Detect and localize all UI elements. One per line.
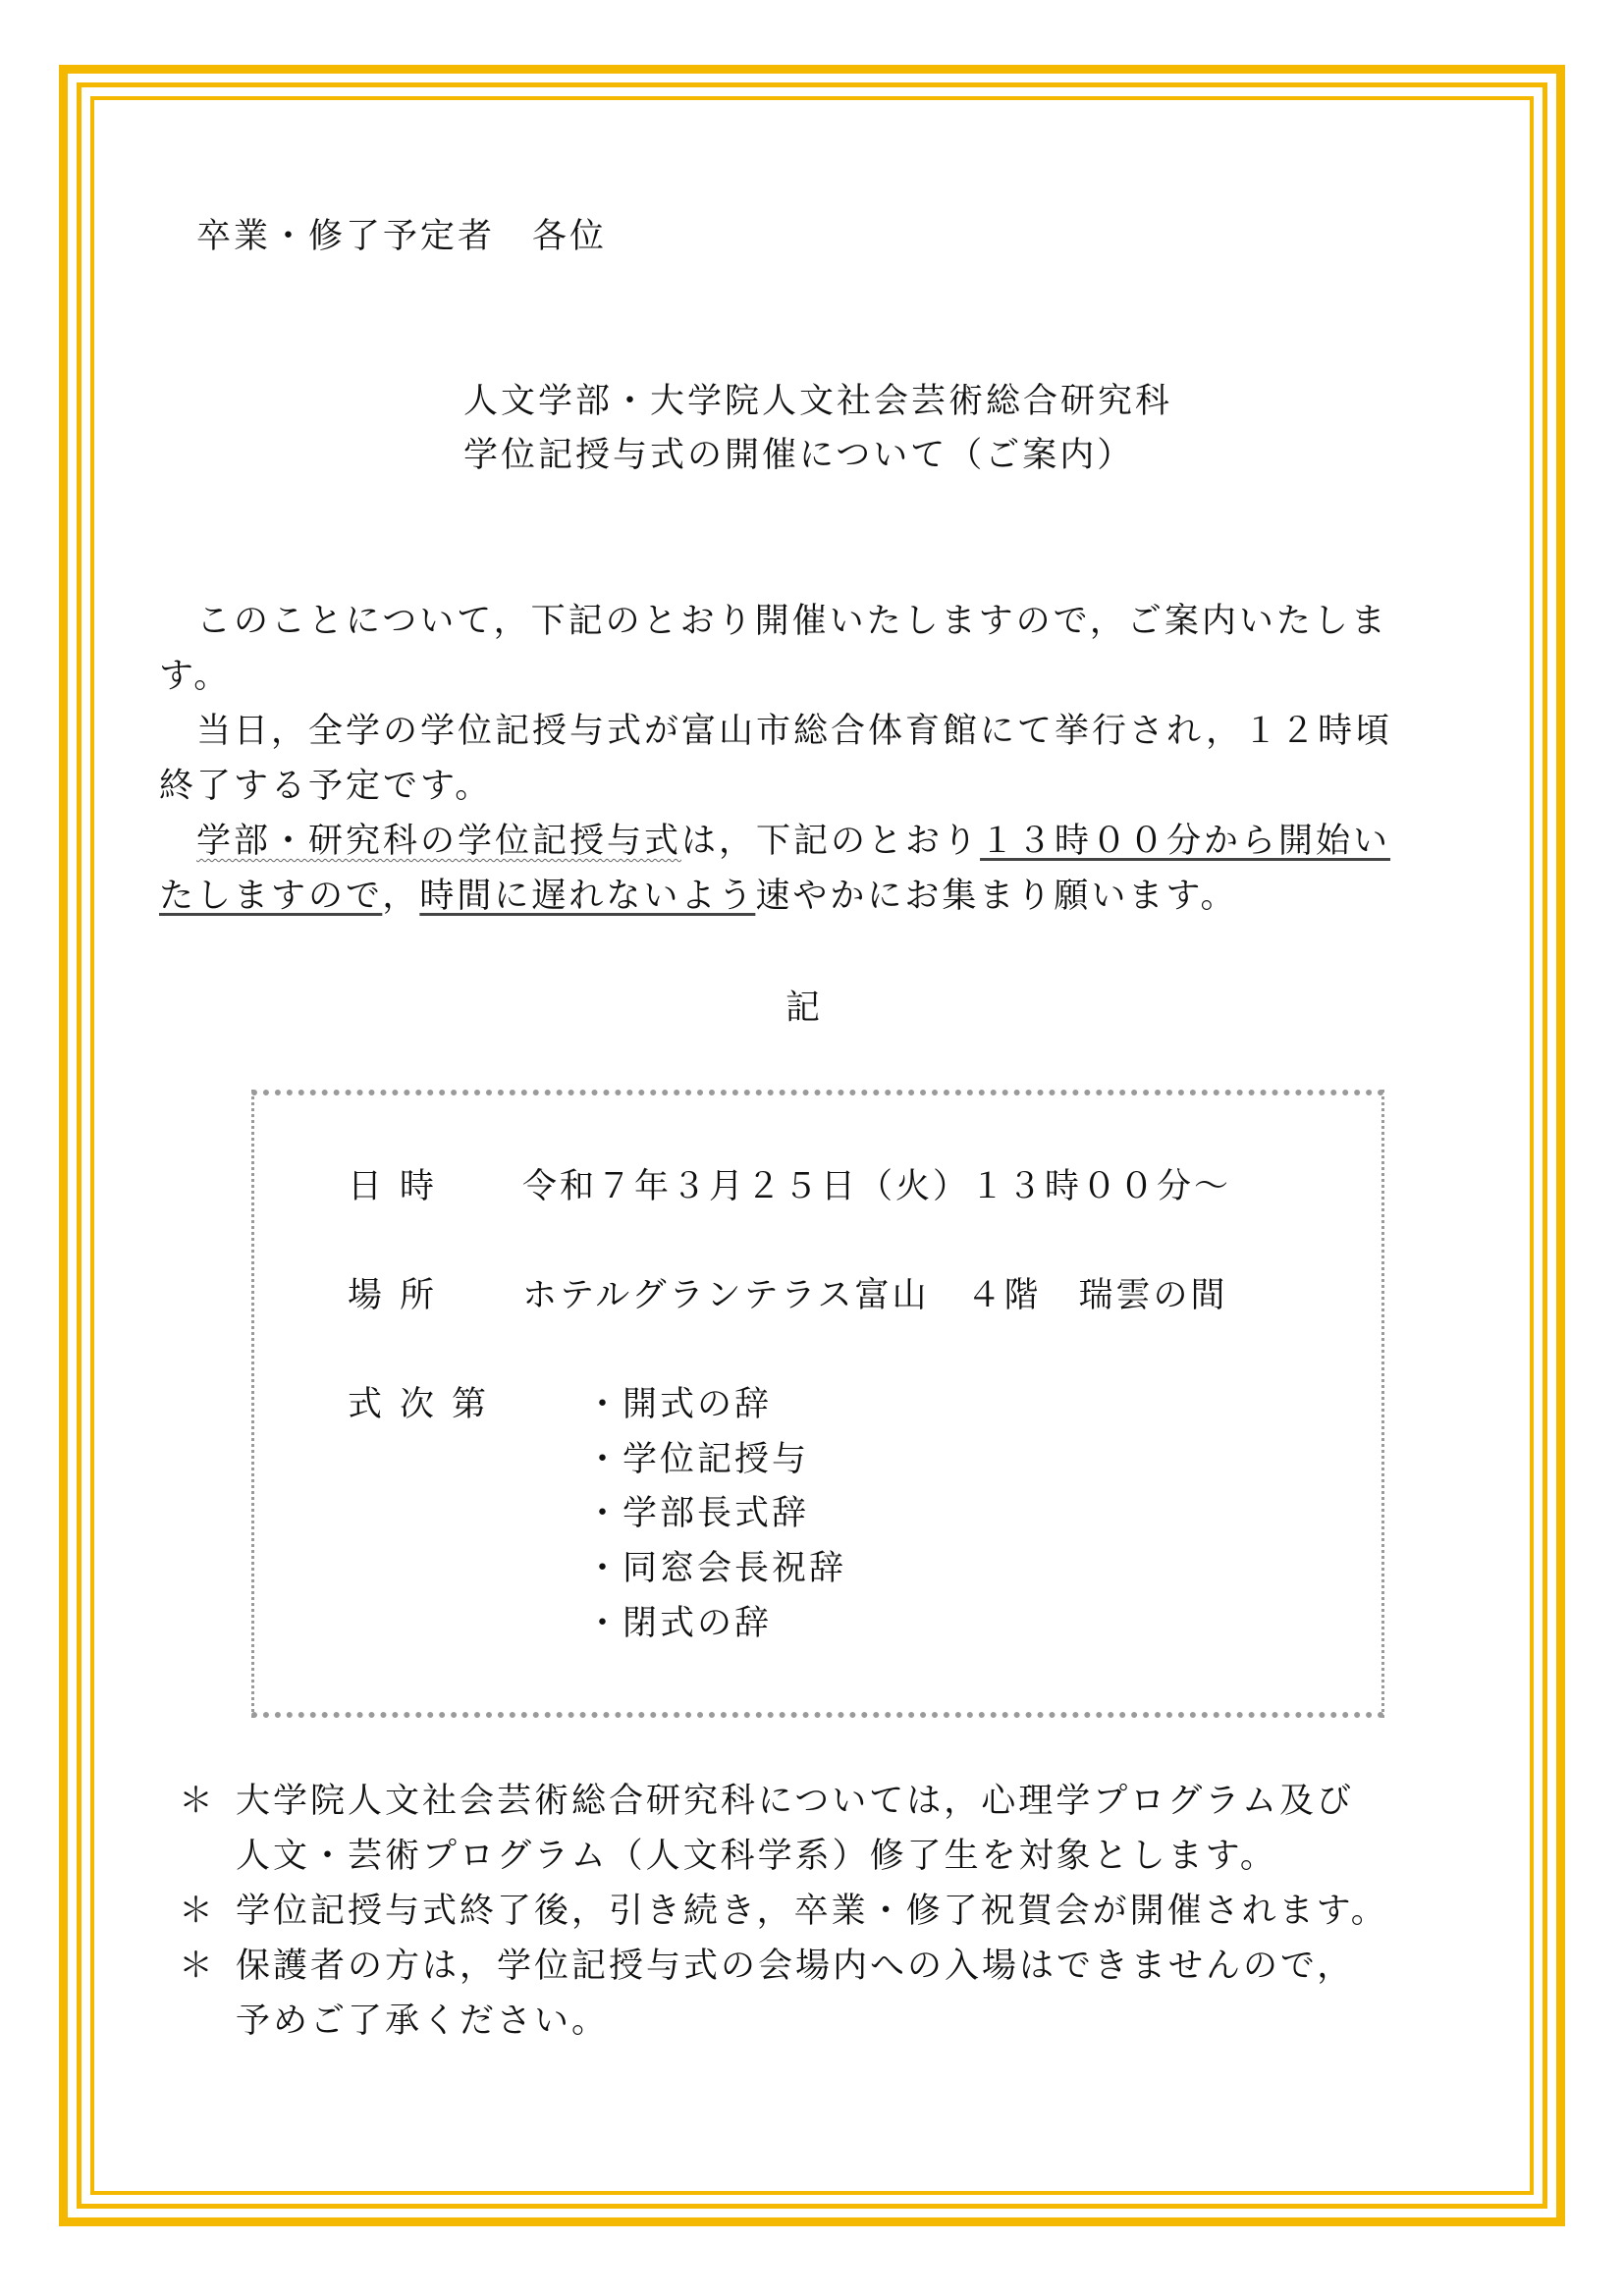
emphasis-dont-be-late: 時間に遅れないよう	[419, 877, 756, 916]
program-label: 式次第	[348, 1385, 505, 1424]
note-2: 学位記授与式終了後，引き続き，卒業・修了祝賀会が開催されます。	[236, 1892, 1388, 1931]
emphasis-start-time: １３時００分から開始い	[980, 822, 1391, 861]
place-label: 場所	[348, 1276, 453, 1315]
date-value: 令和７年３月２５日（火）１３時００分～	[522, 1167, 1232, 1206]
program-item: ・開式の辞	[585, 1385, 773, 1424]
document-title-line-2: 学位記授与式の開催について（ご案内）	[463, 436, 1135, 475]
paragraph-3-line-1	[196, 822, 1391, 861]
note-3-line-2: 予めご了承ください。	[236, 2002, 610, 2041]
paragraph-1-line-1: このことについて，下記のとおり開催いたしますので，ご案内いたしま	[196, 602, 1388, 641]
date-label: 日時	[348, 1167, 453, 1206]
program-item: ・同窓会長祝辞	[585, 1549, 847, 1588]
note-asterisk: ＊	[179, 1947, 217, 1986]
program-item: ・学位記授与	[585, 1440, 810, 1479]
paragraph-2-line-1: 当日，全学の学位記授与式が富山市総合体育館にて挙行され，１２時頃	[196, 712, 1393, 751]
paragraph-3-line-2	[159, 877, 1238, 916]
note-3-line-1: 保護者の方は，学位記授与式の会場内への入場はできませんので，	[236, 1947, 1355, 1986]
document-title-line-1: 人文学部・大学院人文社会芸術総合研究科	[463, 382, 1173, 421]
program-item: ・学部長式辞	[585, 1494, 810, 1533]
paragraph-2-line-2: 終了する予定です。	[159, 767, 493, 806]
paragraph-3-text: は，下記のとおり	[681, 822, 981, 861]
note-1-line-2: 人文・芸術プログラム（人文科学系）修了生を対象とします。	[236, 1837, 1277, 1876]
ki-heading: 記	[785, 988, 824, 1028]
paragraph-1-line-2: す。	[159, 657, 232, 696]
place-value: ホテルグランテラス富山 ４階 瑞雲の間	[522, 1276, 1228, 1315]
emphasis-start-time-cont: たしますので	[159, 877, 383, 916]
program-item: ・閉式の辞	[585, 1604, 773, 1643]
note-1-line-1: 大学院人文社会芸術総合研究科については，心理学プログラム及び	[236, 1782, 1354, 1821]
note-asterisk: ＊	[179, 1782, 217, 1821]
emphasis-ceremony-name: 学部・研究科の学位記授与式	[196, 822, 682, 861]
paragraph-3-comma: ，	[382, 877, 420, 916]
paragraph-3-ending: 速やかにお集まり願います。	[755, 877, 1238, 916]
addressee: 卒業・修了予定者 各位	[196, 217, 608, 256]
note-asterisk: ＊	[179, 1892, 217, 1931]
